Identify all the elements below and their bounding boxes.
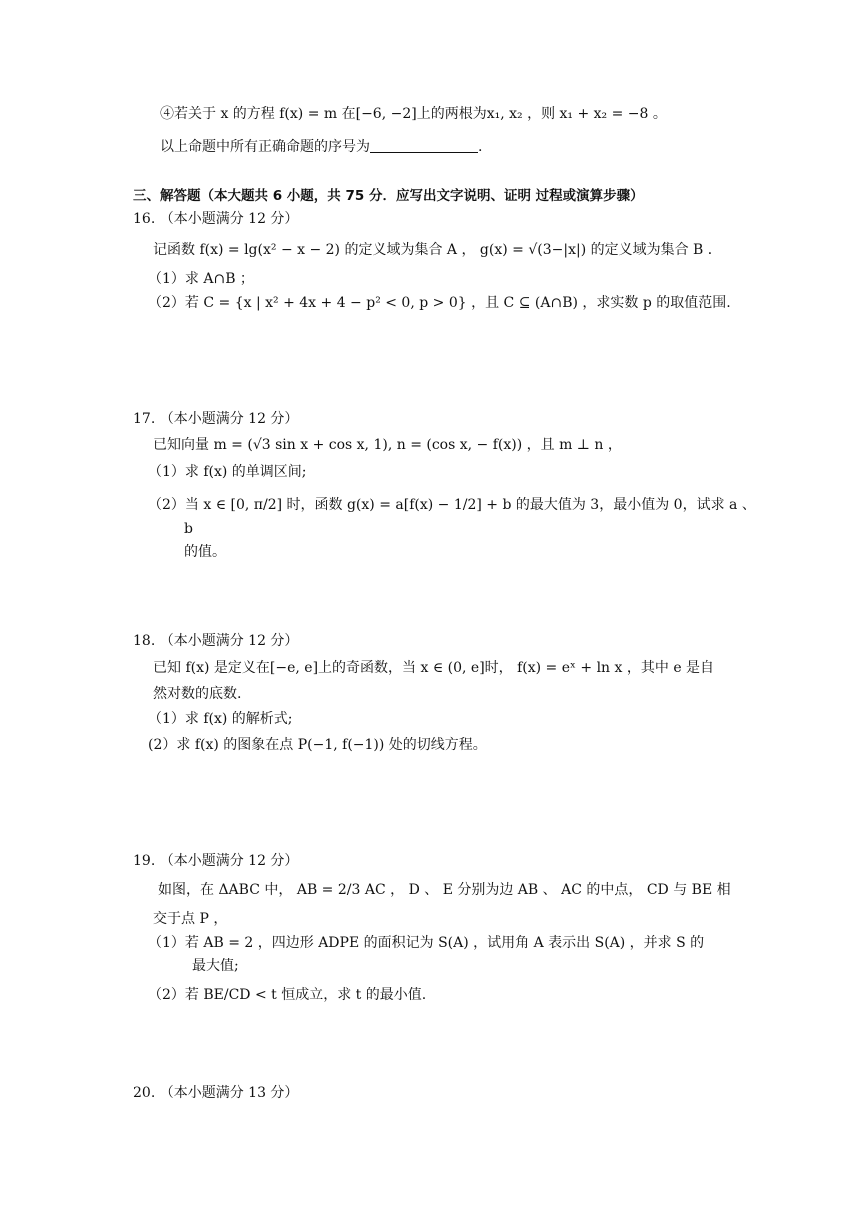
q17-part2: （2）当 x ∈ [0, π/2] 时，函数 g(x) = a[f(x) − 1/2] + b 的最大值为 3，最小值为 0，试求 a 、 <box>148 497 756 513</box>
q19-stem1: 如图，在 ΔABC 中， AB = 2/3 AC ， D 、 E 分别为边 AB 、 AC 的中点， CD 与 BE 相 <box>158 882 731 898</box>
section-heading: 三、解答题（本大题共 6 小题，共 75 分．应写出文字说明、证明 过程或演算步骤） <box>133 188 644 204</box>
q16-part2: （2）若 C = {x | x² + 4x + 4 − p² < 0, p > 0} ，且 C ⊆ (A∩B) ，求实数 p 的取值范围. <box>148 295 731 311</box>
q17-stem: 已知向量 m = (√3 sin x + cos x, 1), n = (cos x, − f(x)) ，且 m ⊥ n ， <box>153 437 622 453</box>
q18-part1: （1）求 f(x) 的解析式; <box>148 711 293 727</box>
q16-header: 16. （本小题满分 12 分） <box>133 211 299 227</box>
q16-part1: （1）求 A∩B ； <box>148 271 254 287</box>
q17-part2-b: b <box>184 521 193 537</box>
q18-stem2: 然对数的底数. <box>153 686 242 702</box>
q15-item4 <box>160 104 667 124</box>
q15-prompt-text: 以上命题中所有正确命题的序号为 <box>160 139 370 155</box>
q15-item4-text: ④若关于 x 的方程 f(x) = m 在[−6, −2]上的两根为x₁, x₂ ，则 x₁ + x₂ = −8 。 <box>160 106 667 122</box>
q18-header: 18. （本小题满分 12 分） <box>133 633 299 649</box>
q15-prompt: 以上命题中所有正确命题的序号为 . <box>160 139 483 155</box>
q20-header: 20. （本小题满分 13 分） <box>133 1085 299 1101</box>
q19-stem2: 交于点 P ， <box>153 911 228 927</box>
q19-part1a: （1）若 AB = 2 ，四边形 ADPE 的面积记为 S(A) ，试用角 A 表示出 S(A) ，并求 S 的 <box>148 935 705 951</box>
q17-part2-c: 的值。 <box>184 544 226 560</box>
q16-stem: 记函数 f(x) = lg(x² − x − 2) 的定义域为集合 A ， g(x) = √(3−|x|) 的定义域为集合 B ． <box>153 242 722 258</box>
q17-header: 17. （本小题满分 12 分） <box>133 411 299 427</box>
q19-part1b: 最大值; <box>192 958 239 974</box>
q18-stem1: 已知 f(x) 是定义在[−e, e]上的奇函数，当 x ∈ (0, e]时， f(x) = eˣ + ln x ，其中 e 是自 <box>153 660 715 676</box>
q18-part2: (2）求 f(x) 的图象在点 P(−1, f(−1)) 处的切线方程。 <box>148 737 487 753</box>
answer-blank[interactable] <box>370 138 478 153</box>
q17-part1: （1）求 f(x) 的单调区间; <box>148 464 307 480</box>
q19-part2: （2）若 BE/CD < t 恒成立，求 t 的最小值. <box>148 987 427 1003</box>
q19-header: 19. （本小题满分 12 分） <box>133 853 299 869</box>
